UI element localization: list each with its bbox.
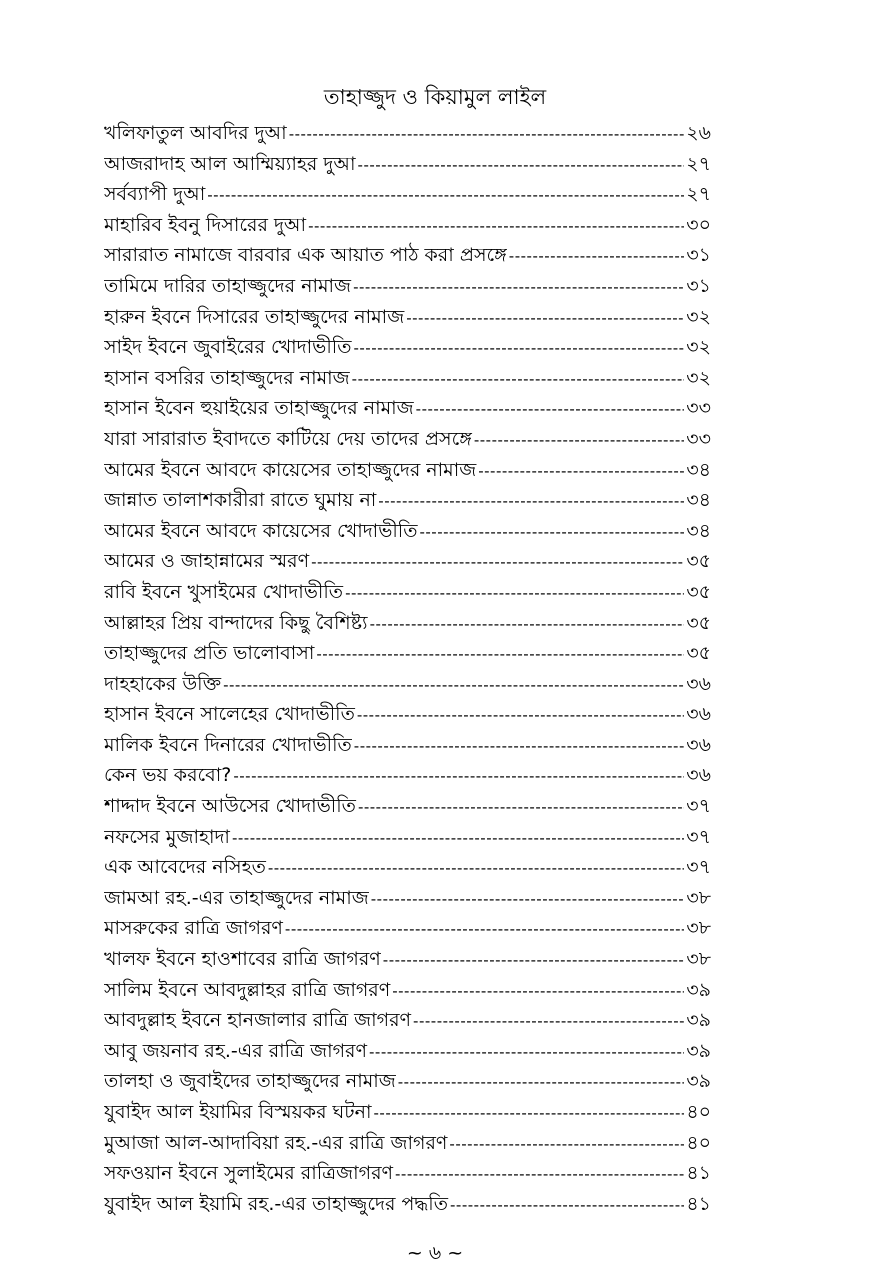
toc-entry-page-number: ৩২ <box>686 336 711 359</box>
toc-entry <box>104 577 711 608</box>
toc-entry <box>104 1189 711 1220</box>
toc-dot-leader <box>395 1159 684 1189</box>
toc-entry <box>104 760 711 791</box>
toc-entry-page-number: ৩৭ <box>686 856 711 879</box>
toc-dot-leader <box>268 853 684 883</box>
toc-entry <box>104 363 711 394</box>
toc-entry-title: মাসরুকের রাত্রি জাগরণ <box>104 917 283 940</box>
toc-dot-leader <box>354 731 685 761</box>
toc-entry <box>104 332 711 363</box>
toc-entry-title: হারুন ইবনে দিসারের তাহাজ্জুদের নামাজ <box>104 305 405 328</box>
page-number-footer: ~ ৬ ~ <box>406 1242 464 1264</box>
toc-entry-title: আমের ইবনে আবদে কায়েসের তাহাজ্জুদের নামাজ <box>104 458 477 481</box>
toc-entry-page-number: ৩৯ <box>686 1070 711 1093</box>
toc-entry <box>104 118 711 149</box>
toc-dot-leader <box>345 578 684 608</box>
toc-entry <box>104 669 711 700</box>
toc-entry-title: সালিম ইবনে আবদুল্লাহর রাত্রি জাগরণ <box>104 978 391 1001</box>
toc-entry-page-number: ৪১ <box>686 1162 711 1185</box>
toc-entry-title: হাসান বসরির তাহাজ্জুদের নামাজ <box>104 366 350 389</box>
toc-entry-page-number: ৪০ <box>686 1101 711 1123</box>
toc-entry <box>104 240 711 271</box>
toc-dot-leader <box>358 150 685 180</box>
toc-entry-title: শাদ্দাদ ইবনে আউসের খোদাভীতি <box>104 795 356 818</box>
toc-dot-leader <box>398 1067 685 1097</box>
toc-dot-leader <box>353 272 684 302</box>
toc-entry-page-number: ৩৭ <box>686 825 711 848</box>
toc-entry-page-number: ৩১ <box>686 274 711 297</box>
toc-entry-page-number: ৩৬ <box>686 764 711 787</box>
toc-entry-page-number: ৪১ <box>686 1192 711 1215</box>
toc-dot-leader <box>369 1037 684 1067</box>
toc-dot-leader <box>449 1129 684 1159</box>
toc-entry <box>104 455 711 486</box>
toc-entry-title: সারারাত নামাজে বারবার এক আয়াত পাঠ করা প্রসঙ্গে <box>104 244 507 267</box>
toc-dot-leader <box>419 517 684 547</box>
toc-entry <box>104 944 711 975</box>
toc-entry <box>104 546 711 577</box>
toc-entry <box>104 883 711 914</box>
toc-entry-page-number: ৩২ <box>686 366 711 389</box>
toc-dot-leader <box>378 486 684 516</box>
toc-entry <box>104 638 711 669</box>
toc-entry-title: জান্নাত তালাশকারীরা রাতে ঘুমায় না <box>104 489 377 512</box>
toc-entry <box>104 271 711 302</box>
toc-entry-title: সাইদ ইবনে জুবাইরের খোদাভীতি <box>104 336 352 359</box>
toc-entry-title: জামআ রহ.-এর তাহাজ্জুদের নামাজ <box>104 886 369 909</box>
toc-entry-page-number: ৩৩ <box>686 427 711 450</box>
toc-dot-leader <box>450 1190 684 1220</box>
toc-entry <box>104 1066 711 1097</box>
toc-entry-page-number: ৩৭ <box>686 795 711 818</box>
toc-entry <box>104 485 711 516</box>
toc-dot-leader <box>223 670 684 700</box>
toc-entry-title: যুবাইদ আল ইয়ামি রহ.-এর তাহাজ্জুদের পদ্ধতি <box>104 1192 449 1215</box>
toc-entry-title: আল্লাহর প্রিয় বান্দাদের কিছু বৈশিষ্ট্য <box>104 611 368 634</box>
toc-entry-title: খালফ ইবনে হাওশাবের রাত্রি জাগরণ <box>104 948 381 971</box>
toc-entry-page-number: ৩৫ <box>686 580 711 603</box>
toc-dot-leader <box>289 119 685 149</box>
toc-dot-leader <box>370 609 685 639</box>
page-title: তাহাজ্জুদ ও কিয়ামুল লাইল <box>323 85 547 109</box>
toc-dot-leader <box>311 547 684 577</box>
toc-entry-title: সর্বব্যাপী দুআ <box>104 183 206 206</box>
toc-entry-title: হাসান ইবনে সালেহের খোদাভীতি <box>104 703 355 726</box>
toc-dot-leader <box>358 792 684 822</box>
toc-dot-leader <box>352 364 685 394</box>
toc-entry <box>104 1036 711 1067</box>
toc-entry <box>104 302 711 333</box>
toc-entry <box>104 393 711 424</box>
toc-entry <box>104 1097 711 1128</box>
toc-entry-page-number: ২৬ <box>686 122 711 144</box>
toc-dot-leader <box>413 1006 684 1036</box>
toc-entry-page-number: ৩৯ <box>686 978 711 1001</box>
toc-dot-leader <box>478 456 684 486</box>
toc-dot-leader <box>416 394 685 424</box>
table-of-contents <box>104 118 711 1219</box>
toc-entry-page-number: ৩৪ <box>686 458 711 481</box>
toc-entry-page-number: ৩৬ <box>686 672 711 695</box>
toc-dot-leader <box>374 1098 685 1128</box>
toc-entry-page-number: ৩০ <box>686 213 711 236</box>
toc-dot-leader <box>392 976 684 1006</box>
toc-entry-page-number: ৩৮ <box>686 886 711 909</box>
toc-entry-page-number: ৩৪ <box>686 489 711 512</box>
toc-entry <box>104 210 711 241</box>
toc-dot-leader <box>316 639 684 669</box>
toc-dot-leader <box>308 211 684 241</box>
toc-entry-page-number: ৩৬ <box>686 703 711 726</box>
toc-entry-title: আমের ইবনে আবদে কায়েসের খোদাভীতি <box>104 519 418 542</box>
toc-entry-page-number: ৩১ <box>686 244 711 267</box>
toc-entry-title: কেন ভয় করবো? <box>104 764 232 787</box>
toc-entry-page-number: ৩৫ <box>686 611 711 634</box>
toc-dot-leader <box>285 914 684 944</box>
toc-entry-page-number: ৩৬ <box>686 733 711 756</box>
toc-entry-page-number: ৩৫ <box>686 550 711 573</box>
toc-entry <box>104 1158 711 1189</box>
toc-dot-leader <box>509 241 685 271</box>
toc-entry <box>104 699 711 730</box>
toc-entry-page-number: ৩৫ <box>686 642 711 665</box>
toc-entry <box>104 424 711 455</box>
toc-dot-leader <box>207 180 684 210</box>
toc-entry-title: মুআজা আল-আদাবিয়া রহ.-এর রাত্রি জাগরণ <box>104 1131 448 1154</box>
toc-entry <box>104 975 711 1006</box>
toc-entry <box>104 1005 711 1036</box>
toc-entry-title: খলিফাতুল আবদির দুআ <box>104 122 287 144</box>
toc-entry-page-number: ৩২ <box>686 305 711 328</box>
toc-entry-title: যারা সারারাত ইবাদতে কাটিয়ে দেয় তাদের প্রসঙ্গে <box>104 427 472 450</box>
toc-entry <box>104 913 711 944</box>
toc-entry-page-number: ২৭ <box>686 183 711 206</box>
toc-entry-title: তামিমে দারির তাহাজ্জুদের নামাজ <box>104 274 352 297</box>
toc-entry-title: নফসের মুজাহাদা <box>104 825 230 848</box>
toc-entry <box>104 149 711 180</box>
toc-entry-title: দাহহাকের উক্তি <box>104 672 222 695</box>
toc-entry <box>104 179 711 210</box>
toc-entry <box>104 730 711 761</box>
toc-dot-leader <box>357 700 684 730</box>
toc-entry-title: এক আবেদের নসিহত <box>104 856 266 879</box>
toc-entry-title: যুবাইদ আল ইয়ামির বিস্ময়কর ঘটনা <box>104 1101 372 1123</box>
toc-entry-title: আজরাদাহ আল আম্মিয়্যাহর দুআ <box>104 152 356 175</box>
toc-dot-leader <box>233 761 684 791</box>
toc-entry-page-number: ৪০ <box>686 1131 711 1154</box>
toc-entry-title: রাবি ইবনে খুসাইমের খোদাভীতি <box>104 580 344 603</box>
toc-entry-page-number: ২৭ <box>686 152 711 175</box>
toc-entry-title: মালিক ইবনে দিনারের খোদাভীতি <box>104 733 352 756</box>
toc-entry-title: আবু জয়নাব রহ.-এর রাত্রি জাগরণ <box>104 1039 368 1062</box>
toc-entry-title: হাসান ইবেন হুয়াইয়ের তাহাজ্জুদের নামাজ <box>104 397 414 420</box>
toc-entry-page-number: ৩৪ <box>686 519 711 542</box>
toc-entry <box>104 608 711 639</box>
toc-entry-title: তাহাজ্জুদের প্রতি ভালোবাসা <box>104 642 315 665</box>
toc-entry-page-number: ৩৯ <box>686 1009 711 1032</box>
toc-entry-page-number: ৩৩ <box>686 397 711 420</box>
toc-entry-page-number: ৩৮ <box>686 917 711 940</box>
toc-dot-leader <box>353 333 684 363</box>
toc-entry-title: তালহা ও জুবাইদের তাহাজ্জুদের নামাজ <box>104 1070 396 1093</box>
toc-entry-title: মাহারিব ইবনু দিসারের দুআ <box>104 213 307 236</box>
toc-entry <box>104 822 711 853</box>
toc-entry-title: আমের ও জাহান্নামের স্মরণ <box>104 550 310 573</box>
toc-entry <box>104 1128 711 1159</box>
toc-entry-page-number: ৩৮ <box>686 948 711 971</box>
toc-dot-leader <box>406 303 684 333</box>
toc-dot-leader <box>371 884 685 914</box>
toc-entry-title: আবদুল্লাহ ইবনে হানজালার রাত্রি জাগরণ <box>104 1009 412 1032</box>
toc-dot-leader <box>474 425 684 455</box>
toc-entry <box>104 791 711 822</box>
toc-entry-title: সফওয়ান ইবনে সুলাইমের রাত্রিজাগরণ <box>104 1162 394 1185</box>
toc-entry-page-number: ৩৯ <box>686 1039 711 1062</box>
toc-entry <box>104 852 711 883</box>
toc-dot-leader <box>232 823 684 853</box>
toc-dot-leader <box>383 945 685 975</box>
toc-entry <box>104 516 711 547</box>
